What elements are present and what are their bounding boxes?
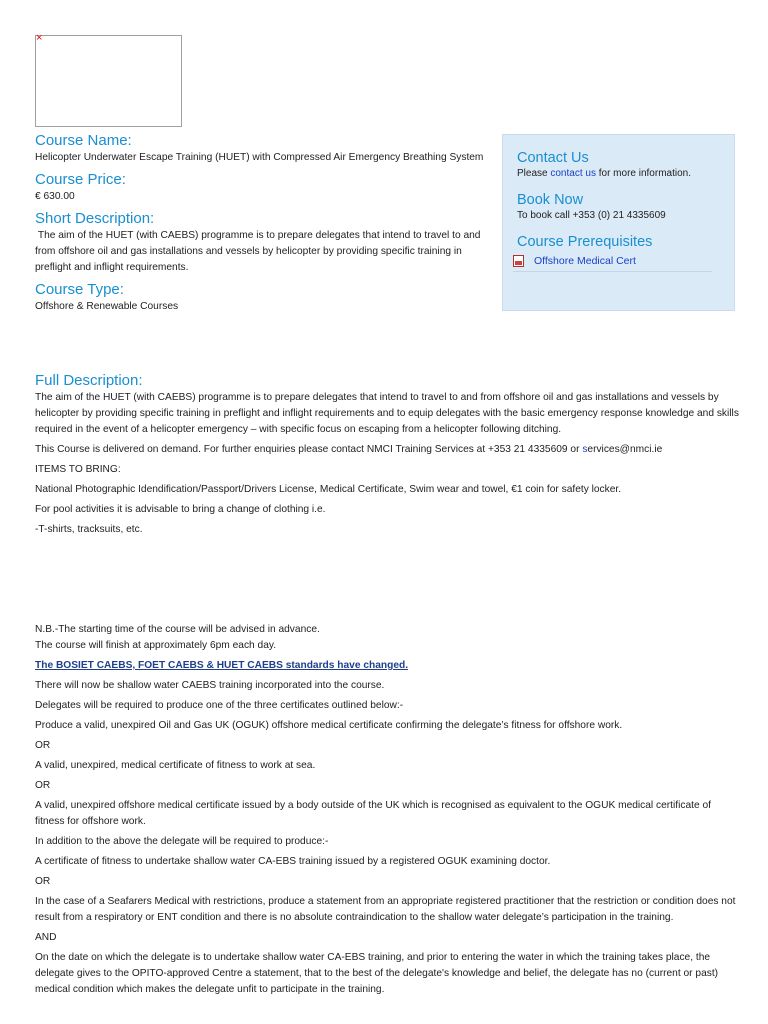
broken-image-icon: × <box>36 32 43 44</box>
or-separator-2: OR <box>35 780 51 791</box>
pdf-icon <box>513 255 524 267</box>
course-name: Helicopter Underwater Escape Training (HUET) with Compressed Air Emergency Breathing System <box>35 152 484 163</box>
book-now-text: To book call +353 (0) 21 4335609 <box>517 210 666 221</box>
course-name-section <box>35 132 485 166</box>
or-separator-3: OR <box>35 876 51 887</box>
broken-course-image <box>35 32 182 127</box>
full-description-heading: Full Description: <box>35 372 143 389</box>
clothing-examples: -T-shirts, tracksuits, etc. <box>35 524 143 535</box>
and-separator: AND <box>35 932 57 943</box>
course-details <box>35 132 485 320</box>
addition-text: In addition to the above the delegate will be required to produce:- <box>35 836 329 847</box>
nb-start-time: N.B.-The starting time of the course will be advised in advance. <box>35 624 320 635</box>
seafarers-medical-text: In the case of a Seafarers Medical with restrictions, produce a statement from an appropriate registered practitioner that the restriction or condition does not result from a respiratory or ENT condition and there is no absolute contraindication to the shallow water delegate’s participation in the training. <box>35 896 736 923</box>
certificate-option-3: A valid, unexpired offshore medical certificate issued by a body outside of the UK which is recognised as equivalent to the OGUK medical certificate of fitness for offshore work. <box>35 800 711 827</box>
course-type-heading: Course Type: <box>35 281 124 298</box>
course-type-section <box>35 281 485 315</box>
pool-advice: For pool activities it is advisable to bring a change of clothing i.e. <box>35 504 326 515</box>
contact-us-text <box>517 167 720 181</box>
course-name-heading: Course Name: <box>35 132 132 149</box>
enquiries-text: This Course is delivered on demand. For further enquiries please contact NMCI Training Services at +353 21 4335609 or <box>35 444 583 455</box>
contact-us-link[interactable]: contact us <box>550 168 596 179</box>
fitness-certificate-text: A certificate of fitness to undertake shallow water CA-EBS training issued by a registered OGUK examining doctor. <box>35 856 551 867</box>
prerequisites-heading: Course Prerequisites <box>517 234 653 250</box>
certificate-option-1: Produce a valid, unexpired Oil and Gas UK (OGUK) offshore medical certificate confirming the delegate’s fitness for offshore work. <box>35 720 623 731</box>
contact-us-heading: Contact Us <box>517 150 589 166</box>
offshore-medical-cert-link[interactable]: Offshore Medical Cert <box>534 255 636 267</box>
sidebar-panel <box>502 134 735 311</box>
contact-pre: Please <box>517 168 551 179</box>
course-type: Offshore & Renewable Courses <box>35 301 179 312</box>
enquiries-paragraph <box>35 442 740 458</box>
prerequisite-item[interactable] <box>513 251 712 272</box>
contact-post: for more information. <box>595 168 691 179</box>
short-description-heading: Short Description: <box>35 210 155 227</box>
certificate-option-2: A valid, unexpired, medical certificate of fitness to work at sea. <box>35 760 316 771</box>
nb-finish-time: The course will finish at approximately 6pm each day. <box>35 640 277 651</box>
blank-space <box>35 542 740 622</box>
course-price-heading: Course Price: <box>35 171 126 188</box>
email-s-letter[interactable]: s <box>582 444 588 455</box>
full-description-section <box>35 372 740 1002</box>
course-price-section <box>35 171 485 205</box>
standards-changed-link-paragraph <box>35 658 740 674</box>
email-rest: ervices@nmci.ie <box>587 444 663 455</box>
short-description-section <box>35 210 485 276</box>
standards-changed-link[interactable]: The BOSIET CAEBS, FOET CAEBS & HUET CAEBS standards have changed. <box>35 660 409 671</box>
or-separator-1: OR <box>35 740 51 751</box>
course-price: € 630.00 <box>35 191 75 202</box>
on-date-statement: On the date on which the delegate is to undertake shallow water CA-EBS training, and prior to entering the water in which the training takes place, the delegate gives to the OPITO-approved Centre a statement, that to the best of the delegate's knowledge and belief, the delegate has no (current or past) medical condition which makes the delegate unfit to participate in the training. <box>35 952 719 995</box>
short-description: The aim of the HUET (with CAEBS) programme is to prepare delegates that intend to travel to and from offshore oil and gas installations and vessels by helicopter by providing specific training in preflight and inflight requirements. <box>35 230 484 273</box>
book-now-heading: Book Now <box>517 192 584 208</box>
full-description-intro: The aim of the HUET (with CAEBS) programme is to prepare delegates that intend to travel to and from offshore oil and gas installations and vessels by helicopter by providing specific training in preflight and inflight requirements and to equip delegates with the basic emergency response knowledge and skills required in the event of a helicopter emergency – with specific focus on escaping from a helicopter following ditching. <box>35 392 739 435</box>
shallow-water-text: There will now be shallow water CAEBS training incorporated into the course. <box>35 680 385 691</box>
certificates-required-text: Delegates will be required to produce one of the three certificates outlined below:- <box>35 700 404 711</box>
items-to-bring: National Photographic Idendification/Passport/Drivers License, Medical Certificate, Swim wear and towel, €1 coin for safety locker. <box>35 484 622 495</box>
items-heading: ITEMS TO BRING: <box>35 464 121 475</box>
